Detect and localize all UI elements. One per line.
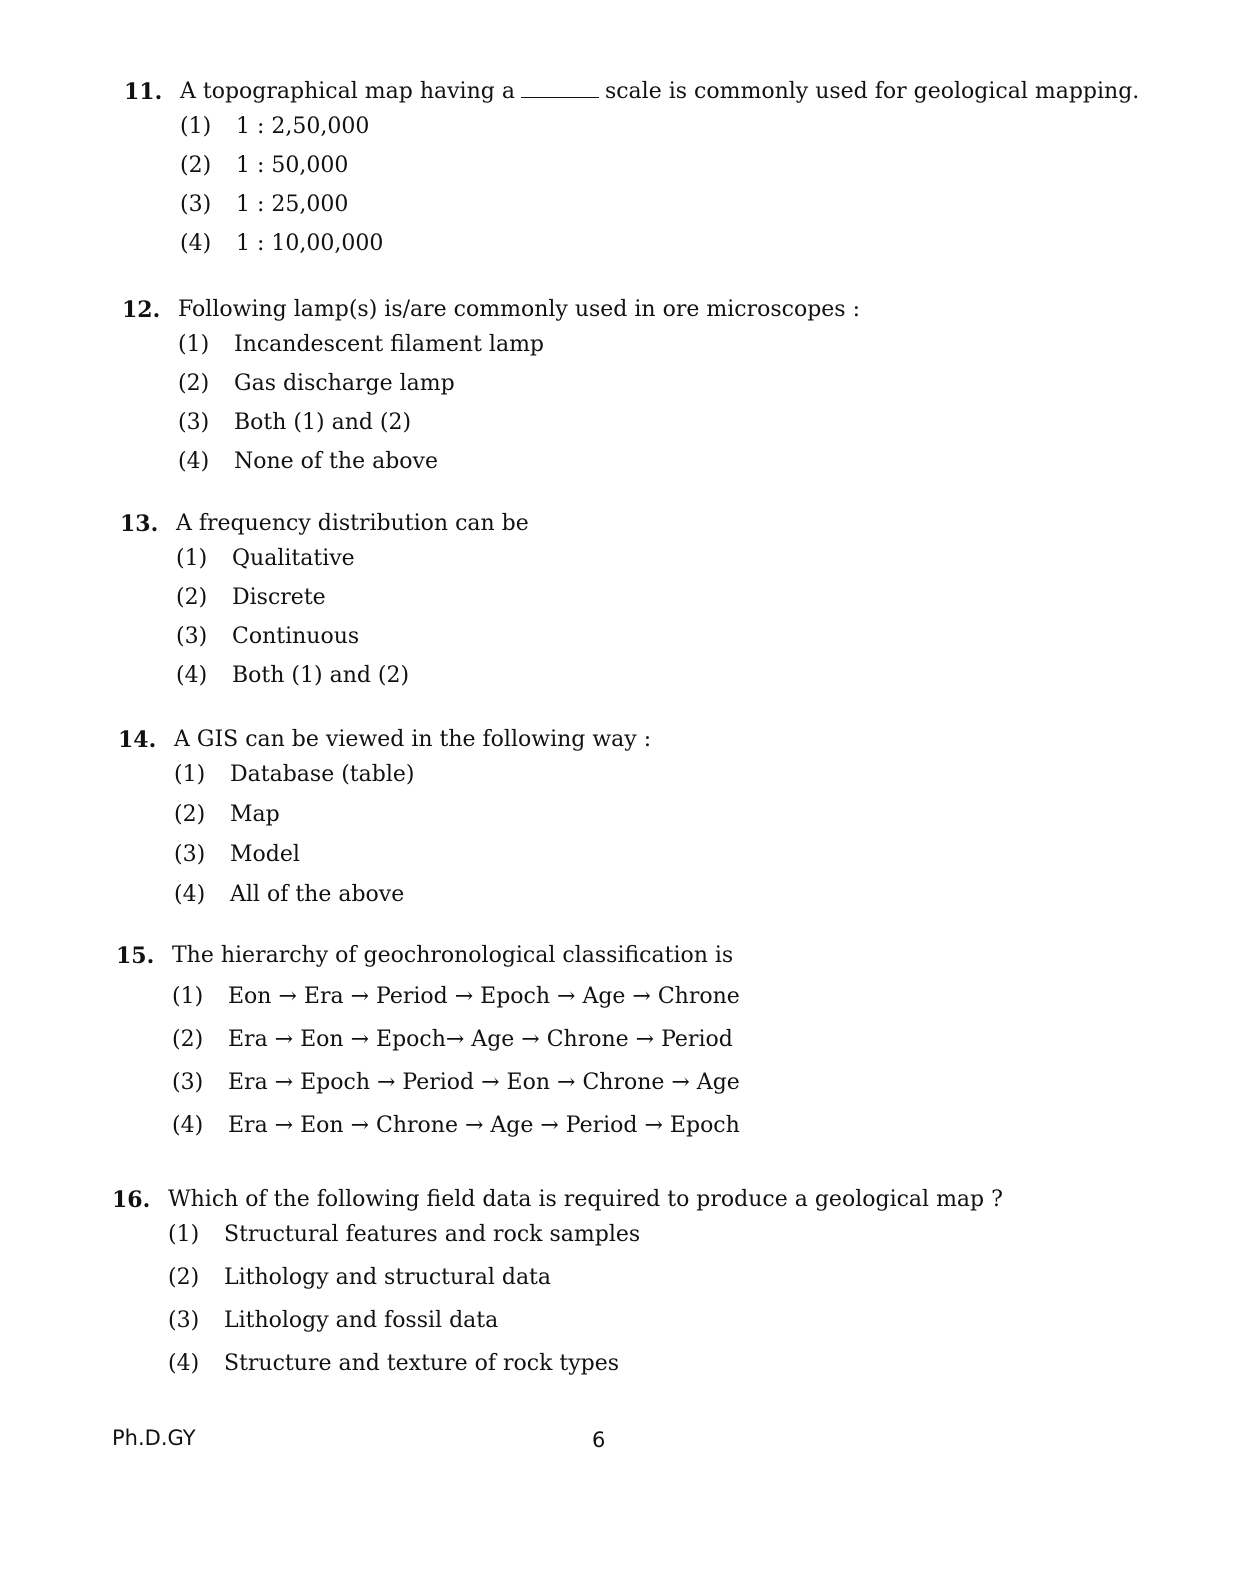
option-number: (4)	[174, 882, 206, 907]
option-number: (1)	[168, 1222, 200, 1247]
option-text: Lithology and fossil data	[224, 1308, 499, 1333]
option-text: 1 : 10,00,000	[236, 231, 384, 256]
option-number: (4)	[176, 663, 208, 688]
option-2	[116, 1025, 1116, 1068]
question-stem-before: A topographical map having a	[180, 79, 515, 104]
option-number: (2)	[168, 1265, 200, 1290]
option-4	[112, 1349, 1112, 1392]
option-1	[116, 982, 1116, 1025]
option-1	[120, 544, 1120, 583]
option-number: (3)	[168, 1308, 200, 1333]
option-text: Lithology and structural data	[224, 1265, 552, 1290]
option-text: Both (1) and (2)	[232, 663, 410, 688]
question-number: 14.	[118, 727, 157, 753]
option-2	[124, 151, 1124, 190]
question-number: 12.	[122, 297, 161, 323]
option-text: Structure and texture of rock types	[224, 1351, 620, 1376]
option-3	[120, 622, 1120, 661]
option-text: All of the above	[230, 882, 405, 907]
option-number: (1)	[172, 984, 204, 1009]
option-number: (4)	[178, 449, 210, 474]
option-number: (4)	[180, 231, 212, 256]
question-number: 16.	[112, 1187, 151, 1213]
option-number: (1)	[174, 762, 206, 787]
option-number: (2)	[178, 371, 210, 396]
option-text: Structural features and rock samples	[224, 1222, 641, 1247]
option-number: (3)	[180, 192, 212, 217]
option-4	[124, 229, 1124, 268]
option-1	[122, 330, 1122, 369]
option-text: Era → Epoch → Period → Eon → Chrone → Age	[228, 1070, 740, 1095]
option-2	[122, 369, 1122, 408]
option-3	[124, 190, 1124, 229]
option-number: (4)	[168, 1351, 200, 1376]
option-3	[116, 1068, 1116, 1111]
option-text: None of the above	[234, 449, 438, 474]
option-number: (2)	[180, 153, 212, 178]
question-stem: A frequency distribution can be	[176, 511, 529, 536]
option-text: 1 : 2,50,000	[236, 114, 370, 139]
question-12	[122, 290, 1122, 486]
option-3	[112, 1306, 1112, 1349]
option-text: 1 : 50,000	[236, 153, 349, 178]
option-1	[118, 760, 1118, 800]
question-16	[112, 1180, 1112, 1392]
page-number: 6	[592, 1428, 606, 1452]
question-number: 15.	[116, 943, 155, 969]
option-4	[116, 1111, 1116, 1154]
option-2	[118, 800, 1118, 840]
option-4	[120, 661, 1120, 700]
question-stem-after: scale is commonly used for geological mapping.	[604, 79, 1140, 104]
option-2	[112, 1263, 1112, 1306]
option-number: (2)	[174, 802, 206, 827]
option-text: Era → Eon → Chrone → Age → Period → Epoch	[228, 1113, 740, 1138]
question-stem	[180, 72, 1139, 112]
option-number: (4)	[172, 1113, 204, 1138]
option-text: Incandescent filament lamp	[234, 332, 545, 357]
option-1	[124, 112, 1124, 151]
option-text: Both (1) and (2)	[234, 410, 412, 435]
paper-code: Ph.D.GY	[112, 1426, 196, 1450]
option-text: Qualitative	[232, 546, 355, 571]
option-number: (1)	[180, 114, 212, 139]
question-stem: Following lamp(s) is/are commonly used in ore microscopes :	[178, 297, 860, 322]
option-text: Continuous	[232, 624, 360, 649]
question-15	[116, 936, 1116, 1154]
option-text: 1 : 25,000	[236, 192, 349, 217]
option-2	[120, 583, 1120, 622]
option-number: (3)	[174, 842, 206, 867]
fill-blank	[521, 75, 599, 98]
option-text: Database (table)	[230, 762, 415, 787]
option-number: (1)	[176, 546, 208, 571]
option-4	[118, 880, 1118, 920]
option-number: (2)	[172, 1027, 204, 1052]
question-number: 11.	[124, 79, 163, 105]
option-number: (3)	[176, 624, 208, 649]
option-number: (2)	[176, 585, 208, 610]
option-3	[122, 408, 1122, 447]
option-number: (3)	[172, 1070, 204, 1095]
option-3	[118, 840, 1118, 880]
option-text: Model	[230, 842, 300, 867]
option-number: (1)	[178, 332, 210, 357]
option-number: (3)	[178, 410, 210, 435]
option-text: Eon → Era → Period → Epoch → Age → Chrone	[228, 984, 740, 1009]
option-4	[122, 447, 1122, 486]
option-text: Era → Eon → Epoch→ Age → Chrone → Period	[228, 1027, 733, 1052]
option-1	[112, 1220, 1112, 1263]
question-number: 13.	[120, 511, 159, 537]
question-stem: The hierarchy of geochronological classification is	[172, 943, 734, 968]
option-text: Gas discharge lamp	[234, 371, 455, 396]
option-text: Discrete	[232, 585, 326, 610]
question-11	[124, 72, 1140, 268]
question-13	[120, 504, 1120, 700]
question-stem: Which of the following field data is required to produce a geological map ?	[168, 1187, 1003, 1212]
question-stem: A GIS can be viewed in the following way :	[174, 727, 652, 752]
question-14	[118, 720, 1118, 920]
option-text: Map	[230, 802, 280, 827]
